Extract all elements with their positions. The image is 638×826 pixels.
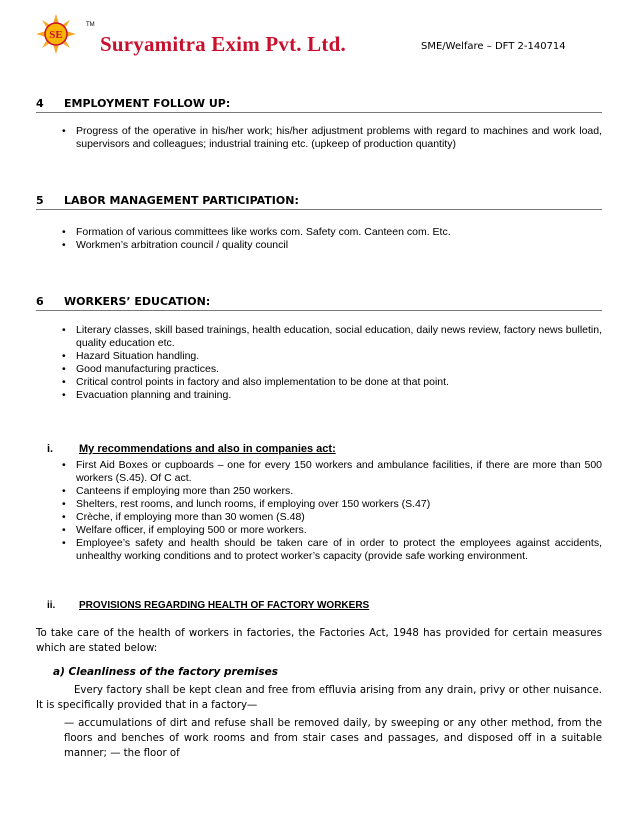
provisions-title: PROVISIONS REGARDING HEALTH OF FACTORY WORKERS bbox=[79, 600, 370, 611]
sun-logo-icon bbox=[36, 14, 76, 54]
list-item: • Formation of various committees like works com. Safety com. Canteen com. Etc. bbox=[62, 226, 602, 239]
accumulation-paragraph: — accumulations of dirt and refuse shall be removed daily, by sweeping or any other method, from the floors and benches of work rooms and from stair cases and passages, and disposed off in a suitable manner; — the floor of bbox=[64, 718, 602, 759]
cleanliness-paragraph: Every factory shall be kept clean and free from effluvia arising from any drain, privy or other nuisance. It is specifically provided that in a factory— bbox=[36, 685, 602, 711]
list-item: • First Aid Boxes or cupboards – one for every 150 workers and ambulance facilities, if there are more than 500 workers (S.45). Of C act. bbox=[62, 459, 602, 485]
list-item: • Evacuation planning and training. bbox=[62, 389, 602, 402]
provisions-intro: To take care of the health of workers in factories, the Factories Act, 1948 has provided for certain measures which are stated below: bbox=[36, 628, 602, 654]
section-number: 4 bbox=[36, 97, 44, 110]
section-5-heading bbox=[36, 194, 602, 210]
section-6-list bbox=[62, 324, 602, 402]
section-4-heading bbox=[36, 97, 602, 113]
section-5-list bbox=[62, 226, 602, 252]
section-6-heading bbox=[36, 295, 602, 311]
list-item: • Crèche, if employing more than 30 women (S.48) bbox=[62, 511, 602, 524]
trademark-mark: TM bbox=[86, 22, 95, 28]
cleanliness-subheading: a) Cleanliness of the factory premises bbox=[53, 666, 278, 678]
section-4-list bbox=[62, 125, 602, 151]
recommendations-list bbox=[62, 459, 602, 563]
document-reference: SME/Welfare – DFT 2-140714 bbox=[421, 41, 566, 52]
provisions-heading bbox=[47, 600, 369, 611]
list-item: • Literary classes, skill based trainings, health education, social education, daily news review, factory news bulletin, quality education etc. bbox=[62, 324, 602, 350]
section-title: EMPLOYMENT FOLLOW UP: bbox=[64, 97, 231, 110]
recommendations-title: My recommendations and also in companies act: bbox=[79, 443, 336, 455]
list-item: • Canteens if employing more than 250 workers. bbox=[62, 485, 602, 498]
company-logo bbox=[36, 14, 346, 56]
svg-text:SE: SE bbox=[49, 29, 63, 41]
list-item: • Critical control points in factory and also implementation to be done at that point. bbox=[62, 376, 602, 389]
list-item: • Workmen’s arbitration council / quality council bbox=[62, 239, 602, 252]
section-title: WORKERS’ EDUCATION: bbox=[64, 295, 211, 308]
list-item: • Welfare officer, if employing 500 or more workers. bbox=[62, 524, 602, 537]
roman-numeral: i. bbox=[47, 443, 54, 455]
list-item: • Employee’s safety and health should be taken care of in order to protect the employees against accidents, unhealthy working conditions and to protect worker’s capacity (provide safe working environment. bbox=[62, 537, 602, 563]
list-item: • Good manufacturing practices. bbox=[62, 363, 602, 376]
section-number: 6 bbox=[36, 295, 44, 308]
company-name: Suryamitra Exim Pvt. Ltd. bbox=[100, 32, 346, 56]
roman-numeral: ii. bbox=[47, 600, 56, 611]
recommendations-heading bbox=[47, 443, 336, 455]
list-item: • Progress of the operative in his/her work; his/her adjustment problems with regard to machines and work load, supervisors and colleagues; industrial training etc. (upkeep of production quantity) bbox=[62, 125, 602, 151]
section-title: LABOR MANAGEMENT PARTICIPATION: bbox=[64, 194, 299, 207]
list-item: • Hazard Situation handling. bbox=[62, 350, 602, 363]
list-item: • Shelters, rest rooms, and lunch rooms, if employing over 150 workers (S.47) bbox=[62, 498, 602, 511]
section-number: 5 bbox=[36, 194, 44, 207]
